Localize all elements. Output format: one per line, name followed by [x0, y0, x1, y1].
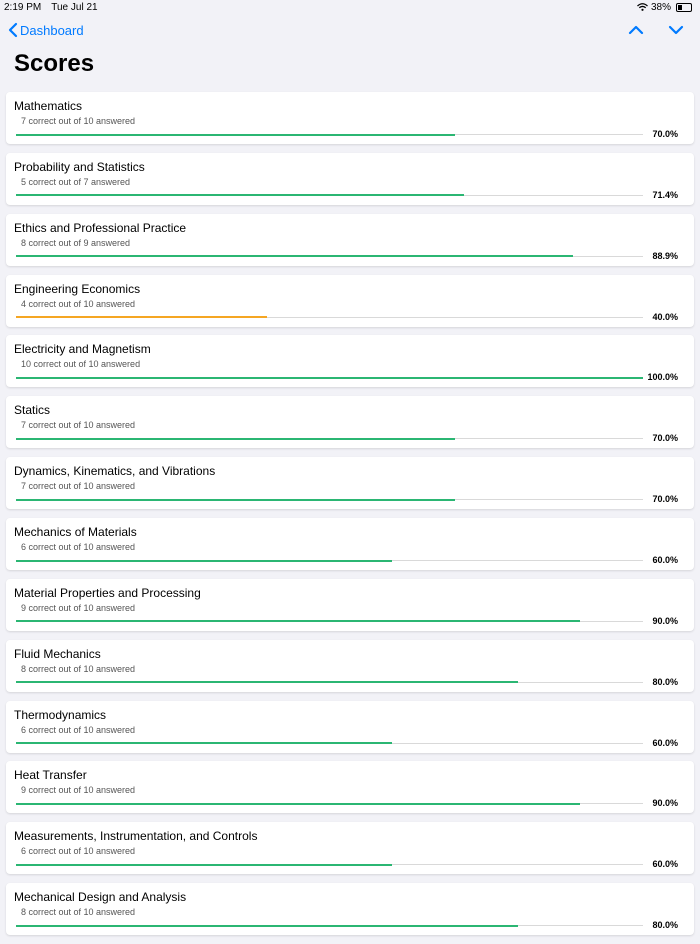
score-card[interactable] [6, 275, 694, 327]
subject-title: Mathematics [14, 99, 83, 113]
subject-title: Mechanics of Materials [14, 525, 137, 540]
score-percent: 80.0% [652, 920, 678, 931]
answer-summary: 9 correct out of 10 answered [21, 602, 136, 613]
status-bar [0, 0, 700, 14]
page-title: Scores [14, 50, 95, 77]
score-percent: 60.0% [652, 859, 678, 870]
progress-fill [16, 499, 455, 501]
answer-summary: 7 correct out of 10 answered [21, 481, 136, 492]
score-card[interactable] [6, 214, 694, 266]
progress-fill [16, 134, 455, 136]
answer-summary: 4 correct out of 10 answered [21, 298, 136, 309]
progress-fill [16, 620, 580, 622]
progress-fill [16, 925, 518, 927]
score-percent: 90.0% [652, 615, 678, 626]
progress-fill [16, 681, 518, 683]
subject-title: Statics [14, 403, 51, 418]
answer-summary: 9 correct out of 10 answered [21, 785, 136, 796]
score-card[interactable] [6, 883, 694, 935]
score-percent: 40.0% [652, 311, 678, 322]
progress-track [16, 438, 643, 439]
answer-summary: 7 correct out of 10 answered [21, 116, 136, 126]
subject-title: Heat Transfer [14, 768, 87, 783]
score-percent: 70.0% [652, 129, 678, 139]
subject-title: Mechanical Design and Analysis [14, 890, 187, 905]
progress-fill [16, 255, 573, 257]
score-percent: 70.0% [652, 494, 678, 505]
score-card[interactable] [6, 92, 694, 144]
subject-title: Probability and Statistics [14, 159, 145, 174]
score-list [6, 92, 694, 944]
answer-summary: 8 correct out of 9 answered [21, 237, 131, 248]
score-card[interactable] [6, 701, 694, 753]
progress-track [16, 134, 643, 135]
status-time: 2:19 PM [4, 1, 42, 13]
progress-track [16, 925, 643, 926]
score-percent: 70.0% [652, 433, 678, 444]
progress-track [16, 621, 643, 622]
subject-title: Engineering Economics [14, 281, 141, 296]
score-percent: 100.0% [647, 372, 678, 383]
answer-summary: 10 correct out of 10 answered [21, 359, 141, 370]
progress-track [16, 377, 643, 378]
score-percent: 71.4% [652, 189, 678, 200]
chevron-down-icon[interactable] [668, 24, 684, 36]
answer-summary: 6 correct out of 10 answered [21, 542, 136, 553]
answer-summary: 8 correct out of 10 answered [21, 907, 136, 918]
progress-track [16, 317, 643, 318]
progress-fill [16, 864, 392, 866]
progress-fill [16, 316, 267, 318]
subject-title: Measurements, Instrumentation, and Controls [14, 829, 258, 844]
subject-title: Material Properties and Processing [14, 585, 201, 600]
subject-title: Fluid Mechanics [14, 646, 101, 661]
subject-title: Thermodynamics [14, 707, 107, 722]
back-button[interactable] [8, 22, 84, 38]
back-label: Dashboard [20, 22, 84, 38]
answer-summary: 7 correct out of 10 answered [21, 420, 136, 431]
progress-track [16, 682, 643, 683]
progress-track [16, 195, 643, 196]
progress-track [16, 560, 643, 561]
status-right [637, 2, 700, 13]
subject-title: Dynamics, Kinematics, and Vibrations [14, 464, 216, 479]
progress-track [16, 743, 643, 744]
answer-summary: 8 correct out of 10 answered [21, 663, 136, 674]
answer-summary: 5 correct out of 7 answered [21, 176, 131, 187]
subject-title: Ethics and Professional Practice [14, 220, 187, 235]
score-percent: 88.9% [652, 250, 678, 261]
progress-track [16, 499, 643, 500]
progress-fill [16, 377, 643, 379]
progress-fill [16, 560, 392, 562]
status-left [0, 2, 98, 13]
progress-track [16, 803, 643, 804]
score-percent: 80.0% [652, 676, 678, 687]
status-date: Tue Jul 21 [51, 1, 98, 13]
progress-fill [16, 803, 580, 805]
battery-percent: 38% [650, 1, 671, 13]
score-percent: 60.0% [652, 737, 678, 748]
score-card[interactable] [6, 761, 694, 813]
progress-fill [16, 194, 464, 196]
score-card[interactable] [6, 335, 694, 387]
battery-icon [676, 3, 692, 12]
progress-track [16, 256, 643, 257]
answer-summary: 6 correct out of 10 answered [21, 846, 136, 857]
answer-summary: 6 correct out of 10 answered [21, 724, 136, 735]
chevron-up-icon[interactable] [628, 24, 644, 36]
score-card[interactable] [6, 153, 694, 205]
progress-track [16, 864, 643, 865]
score-card[interactable] [6, 396, 694, 448]
score-card[interactable] [6, 518, 694, 570]
score-card[interactable] [6, 822, 694, 874]
subject-title: Electricity and Magnetism [14, 342, 151, 357]
progress-fill [16, 742, 392, 744]
progress-fill [16, 438, 455, 440]
score-card[interactable] [6, 457, 694, 509]
score-card[interactable] [6, 640, 694, 692]
nav-bar [0, 20, 700, 44]
score-card[interactable] [6, 579, 694, 631]
wifi-icon [637, 3, 648, 11]
score-percent: 90.0% [652, 798, 678, 809]
score-percent: 60.0% [652, 555, 678, 566]
chevron-left-icon [8, 22, 18, 38]
